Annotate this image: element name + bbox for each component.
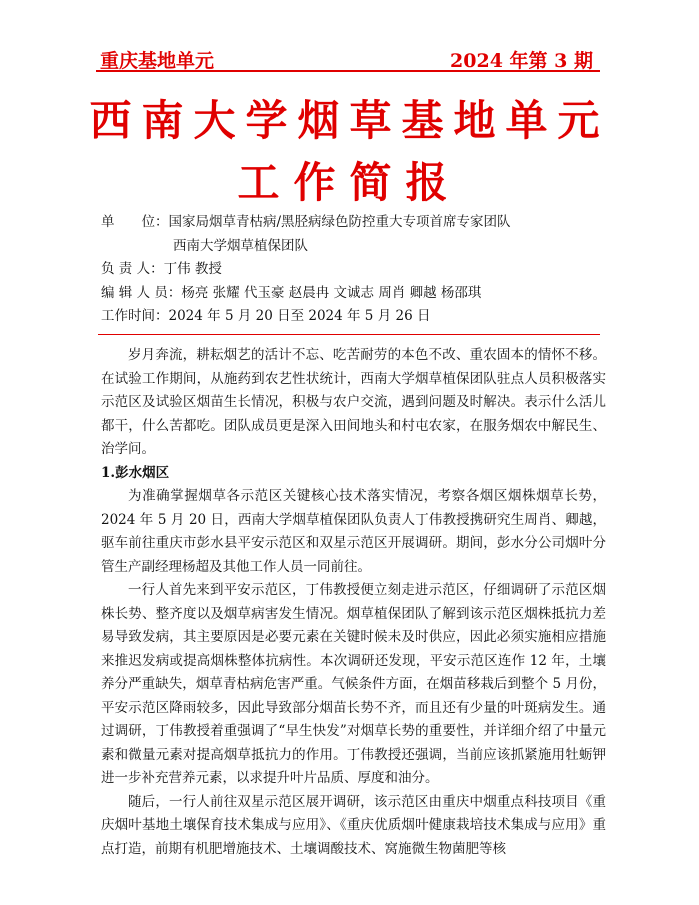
- section-divider: [98, 334, 600, 335]
- masthead-rule: [96, 70, 600, 72]
- meta-unit-value-2: 西南大学烟草植保团队: [173, 237, 308, 254]
- meta-unit-label: 单 位：: [101, 214, 169, 230]
- issue-number: 2024 年第 3 期: [450, 50, 593, 72]
- meta-leader-label: 负 责 人：: [101, 261, 164, 277]
- unit-name: 重庆基地单元: [100, 50, 215, 72]
- meta-unit-row-2: [101, 235, 609, 259]
- meta-editors-row: [101, 282, 609, 306]
- paragraph-3: 随后，一行人前往双星示范区展开调研，该示范区由重庆中烟重点科技项目《重庆烟叶基地土壤保育技术集成与应用》、《重庆优质烟叶健康栽培技术集成与应用》重点打造，前期有机肥增施技术、土壤调酸技术、窝施微生物菌肥等核: [101, 793, 606, 857]
- article-body: [101, 344, 606, 861]
- meta-time-row: [101, 305, 609, 329]
- masthead-bar: [100, 42, 593, 72]
- meta-block: [101, 211, 609, 329]
- meta-editors-label: 编 辑 人 员：: [101, 284, 182, 301]
- meta-unit-row: [101, 211, 609, 235]
- meta-time-value: 2024 年 5 月 20 日至 2024 年 5 月 26 日: [168, 308, 431, 324]
- bulletin-title: 西南大学烟草基地单元: [89, 96, 610, 145]
- meta-time-label: 工作时间：: [101, 308, 169, 324]
- meta-unit-value: 国家局烟草青枯病/黑胫病绿色防控重大专项首席专家团队: [168, 214, 511, 230]
- meta-leader-row: [101, 258, 609, 282]
- intro-paragraph: 岁月奔流，耕耘烟艺的活计不忘、吃苦耐劳的本色不改、重农固本的情怀不移。在试验工作期间，从施药到农艺性状统计，西南大学烟草植保团队驻点人员积极落实示范区及试验区烟苗生长情况，积极与农户交流，遇到问题及时解决。表示什么活儿都干，什么苦都吃。团队成员更是深入田间地头和村屯农家，在服务烟农中解民生、治学问。: [101, 347, 606, 457]
- paragraph-1: 为准确掌握烟草各示范区关键核心技术落实情况，考察各烟区烟株烟草长势，2024 年 5 月 20 日，西南大学烟草植保团队负责人丁伟教授携研究生周肖、卿越，驱车前往重庆市彭水县平安示范区和双星示范区开展调研。期间，彭水分公司烟叶分管生产副经理杨超及其他工作人员一同前往。: [101, 488, 606, 575]
- meta-leader-value: 丁伟 教授: [163, 261, 222, 277]
- meta-editors-value: 杨亮 张耀 代玉豪 赵晨冉 文诚志 周肖 卿越 杨邵琪: [181, 284, 482, 301]
- section-heading: 1.彭水烟区: [101, 464, 170, 481]
- bulletin-subtitle: 工作简报: [237, 158, 462, 207]
- paragraph-2: 一行人首先来到平安示范区，丁伟教授便立刻走进示范区，仔细调研了示范区烟株长势、整齐度以及烟草病害发生情况。烟草植保团队了解到该示范区烟株抵抗力差易导致发病，其主要原因是必要元素在关键时候未及时供应，因此必须实施相应措施来推迟发病或提高烟株整体抗病性。本次调研还发现，平安示范区连作 12 年，土壤养分严重缺失，烟草青枯病危害严重。气候条件方面，在烟苗移栽后到整个 5 月份，平安示范区降雨较多，因此导致部分烟苗长势不齐，而且还有少量的叶斑病发生。通过调研，丁伟教授着重强调了“早生快发”对烟草长势的重要性，并详细介绍了中量元素和微量元素对提高烟草抵抗力的作用。丁伟教授还强调，当前应该抓紧施用牡蛎钾进一步补充营养元素，以求提升叶片品质、厚度和油分。: [101, 582, 606, 786]
